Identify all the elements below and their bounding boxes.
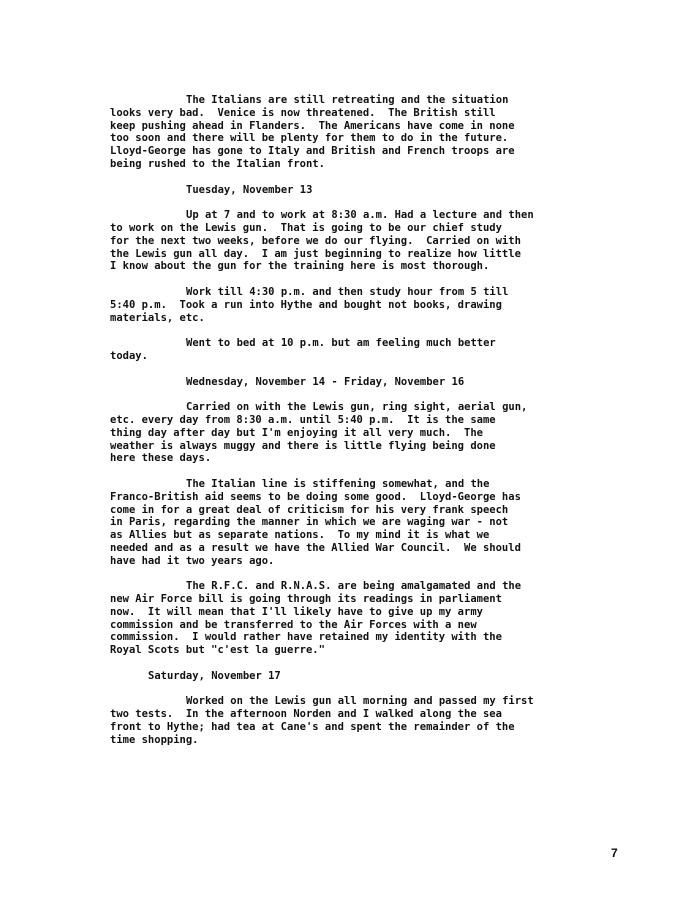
paragraph-passed-tests (110, 695, 610, 746)
text-line: etc. every day from 8:30 a.m. until 5:40 p.m. It is the same (110, 413, 496, 426)
text-line: keep pushing ahead in Flanders. The Americans have come in none (110, 119, 515, 132)
heading-saturday-november-17: Saturday, November 17 (148, 669, 281, 682)
text-line: Up at 7 and to work at 8:30 a.m. Had a lecture and then (186, 209, 534, 222)
text-line: have had it two years ago. (110, 554, 275, 567)
text-line: Franco-British aid seems to be doing some good. Lloyd-George has (110, 490, 521, 503)
text-line: The R.F.C. and R.N.A.S. are being amalgamated and the (186, 580, 522, 593)
paragraph-italians-retreating (110, 94, 610, 171)
text-line: come in for a great deal of criticism for his very frank speech (110, 503, 509, 516)
text-line: Royal Scots but "c'est la guerre." (110, 644, 325, 657)
text-line: Carried on with the Lewis gun, ring sight, aerial gun, (186, 401, 528, 414)
paragraph-rfc-rnas (110, 580, 610, 657)
heading-tuesday-november-13: Tuesday, November 13 (186, 183, 313, 196)
text-line: materials, etc. (110, 311, 205, 324)
text-line: the Lewis gun all day. I am just beginning to realize how little (110, 247, 521, 260)
text-line: in Paris, regarding the manner in which we are waging war - not (110, 516, 509, 529)
heading-wednesday-friday: Wednesday, November 14 - Friday, November 16 (186, 375, 465, 388)
text-line: needed and as a result we have the Allied War Council. We should (110, 541, 521, 554)
text-line: now. It will mean that I'll likely have to give up my army (110, 605, 483, 618)
text-line: too soon and there will be plenty for them to do in the future. (110, 132, 509, 145)
text-line: for the next two weeks, before we do our flying. Carried on with (110, 234, 521, 247)
text-line: Worked on the Lewis gun all morning and passed my first (186, 695, 534, 708)
paragraph-lewis-gun-study (110, 209, 610, 273)
diary-text (110, 94, 610, 747)
text-line: Lloyd-George has gone to Italy and British and French troops are (110, 145, 515, 158)
text-line: commission. I would rather have retained my identity with the (110, 631, 502, 644)
text-line: weather is always muggy and there is little flying being done (110, 439, 496, 452)
text-line: Went to bed at 10 p.m. but am feeling much better (186, 337, 496, 350)
text-line: being rushed to the Italian front. (110, 157, 325, 170)
page-number: 7 (611, 846, 618, 860)
paragraph-ring-sight (110, 401, 610, 465)
text-line: as Allies but as separate nations. To my mind it is what we (110, 529, 490, 542)
text-line: to work on the Lewis gun. That is going to be our chief study (110, 221, 502, 234)
paragraph-went-to-bed (110, 337, 610, 363)
text-line: Work till 4:30 p.m. and then study hour from 5 till (186, 285, 509, 298)
text-line: time shopping. (110, 733, 199, 746)
text-line: here these days. (110, 452, 212, 465)
text-line: two tests. In the afternoon Norden and I walked along the sea (110, 708, 502, 721)
text-line: I know about the gun for the training here is most thorough. (110, 260, 490, 273)
text-line: commission and be transferred to the Air Forces with a new (110, 618, 477, 631)
text-line: new Air Force bill is going through its readings in parliament (110, 593, 502, 606)
text-line: front to Hythe; had tea at Cane's and spent the remainder of the (110, 721, 515, 734)
text-line: The Italians are still retreating and the situation (186, 94, 509, 106)
text-line: 5:40 p.m. Took a run into Hythe and bought not books, drawing (110, 298, 502, 311)
text-line: today. (110, 349, 148, 362)
text-line: looks very bad. Venice is now threatened. The British still (110, 106, 496, 119)
paragraph-study-hour (110, 286, 610, 324)
text-line: thing day after day but I'm enjoying it all very much. The (110, 426, 483, 439)
paragraph-italian-line (110, 478, 610, 568)
text-line: The Italian line is stiffening somewhat, and the (186, 477, 490, 490)
